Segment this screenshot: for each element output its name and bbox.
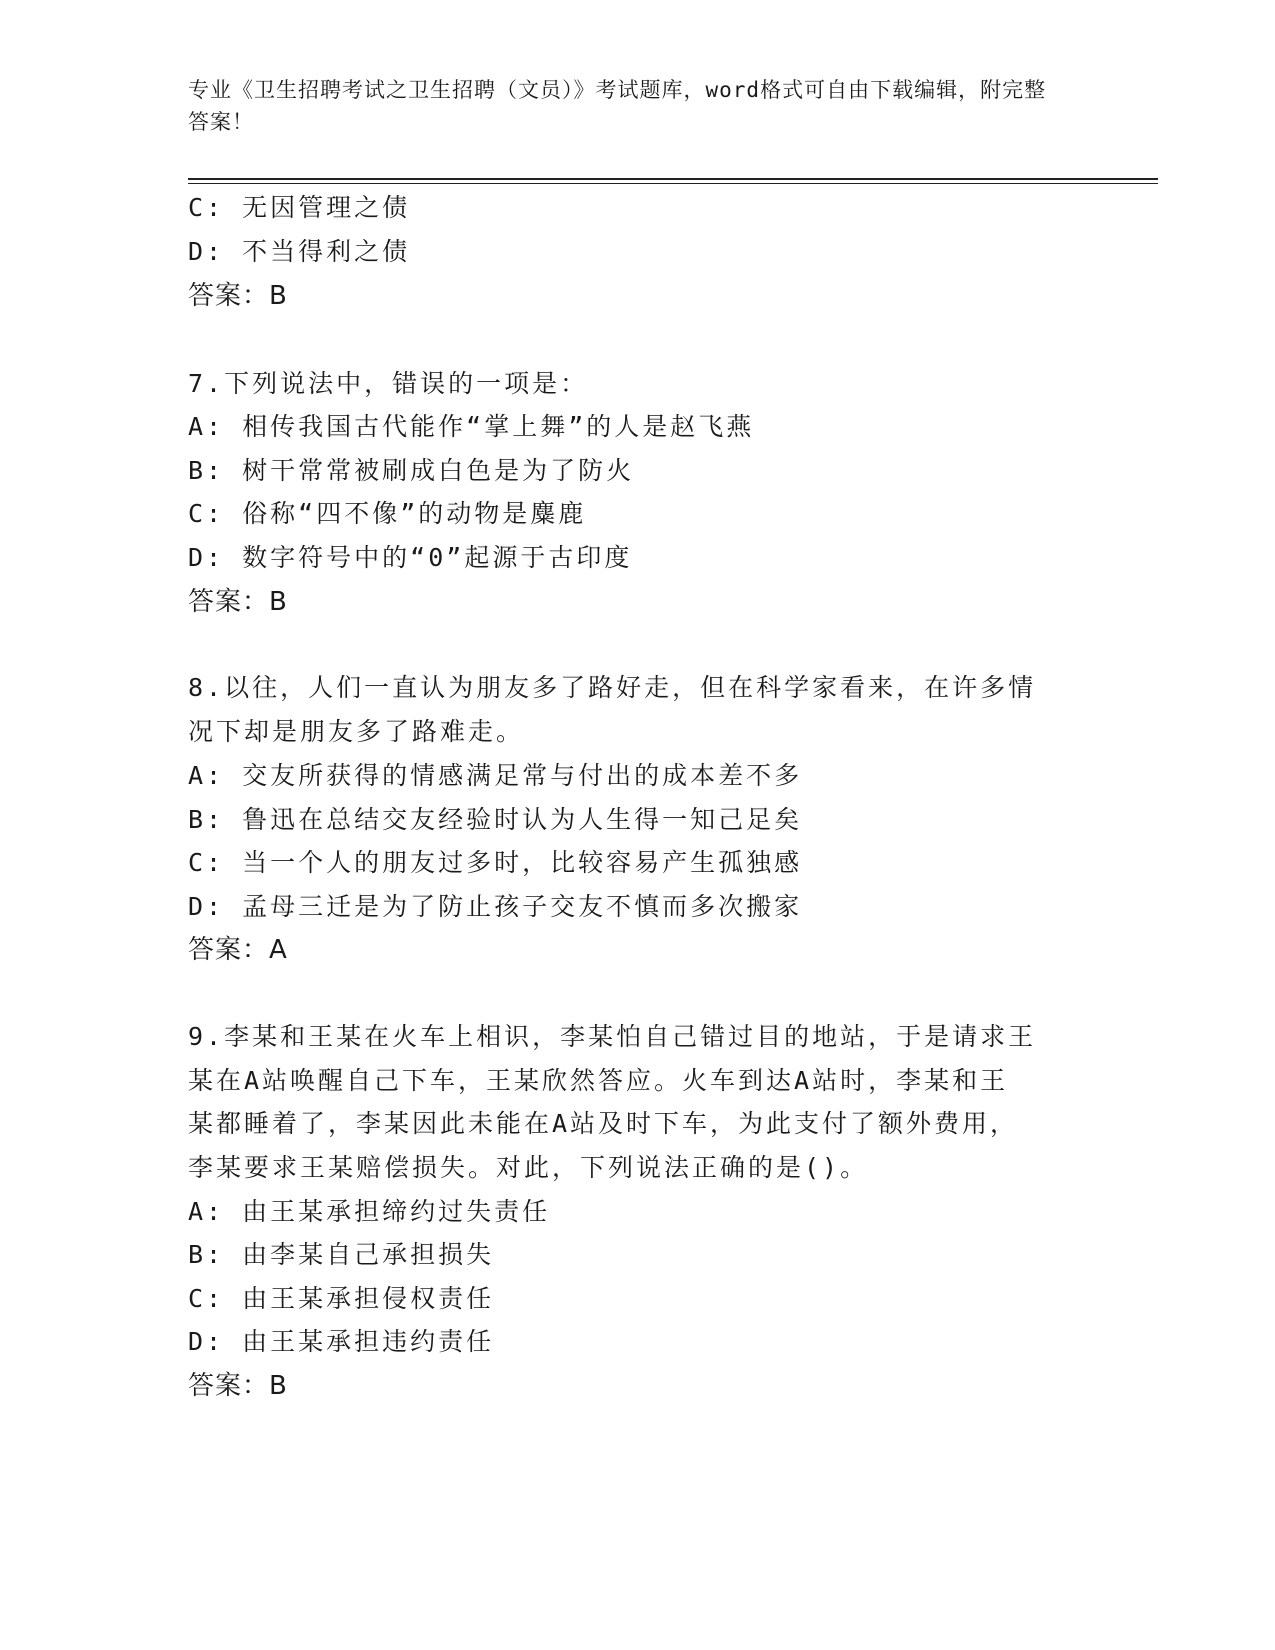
- question-stem: 李某要求王某赔偿损失。对此，下列说法正确的是()。: [188, 1153, 869, 1182]
- question-stem: 7.下列说法中，错误的一项是：: [188, 369, 589, 398]
- option-c: C: 由王某承担侵权责任: [188, 1284, 495, 1313]
- option-b: B: 由李某自己承担损失: [188, 1240, 495, 1269]
- option-b: B: 树干常常被刷成白色是为了防火: [188, 456, 635, 485]
- option-c: C: 无因管理之债: [188, 193, 411, 222]
- answer: 答案：B: [188, 1371, 288, 1401]
- document-header: 专业《卫生招聘考试之卫生招聘（文员）》考试题库，word格式可自由下载编辑，附完整答案！: [188, 78, 1047, 134]
- answer: 答案：B: [188, 587, 288, 617]
- option-b: B: 鲁迅在总结交友经验时认为人生得一知己足矣: [188, 805, 803, 834]
- option-d: D: 数字符号中的“0”起源于古印度: [188, 543, 633, 572]
- option-d: D: 孟母三迁是为了防止孩子交友不慎而多次搬家: [188, 892, 803, 921]
- option-d: D: 由王某承担违约责任: [188, 1327, 495, 1356]
- option-a: A: 相传我国古代能作“掌上舞”的人是赵飞燕: [188, 412, 755, 441]
- question-stem: 况下却是朋友多了路难走。: [188, 717, 525, 746]
- question-stem: 9.李某和王某在火车上相识，李某怕自己错过目的地站，于是请求王: [188, 1022, 1037, 1051]
- option-d: D: 不当得利之债: [188, 237, 411, 266]
- option-a: A: 交友所获得的情感满足常与付出的成本差不多: [188, 761, 803, 790]
- header-divider-thin: [188, 183, 1158, 184]
- answer: 答案：B: [188, 281, 288, 311]
- question-stem: 某都睡着了，李某因此未能在A站及时下车，为此支付了额外费用，: [188, 1109, 1019, 1138]
- question-stem: 8.以往，人们一直认为朋友多了路好走，但在科学家看来，在许多情: [188, 673, 1037, 702]
- answer: 答案：A: [188, 935, 288, 965]
- option-c: C: 俗称“四不像”的动物是麋鹿: [188, 499, 587, 528]
- header-divider-thick: [188, 178, 1158, 180]
- option-a: A: 由王某承担缔约过失责任: [188, 1197, 551, 1226]
- option-c: C: 当一个人的朋友过多时，比较容易产生孤独感: [188, 848, 803, 877]
- question-stem: 某在A站唤醒自己下车，王某欣然答应。火车到达A站时，李某和王: [188, 1066, 1009, 1095]
